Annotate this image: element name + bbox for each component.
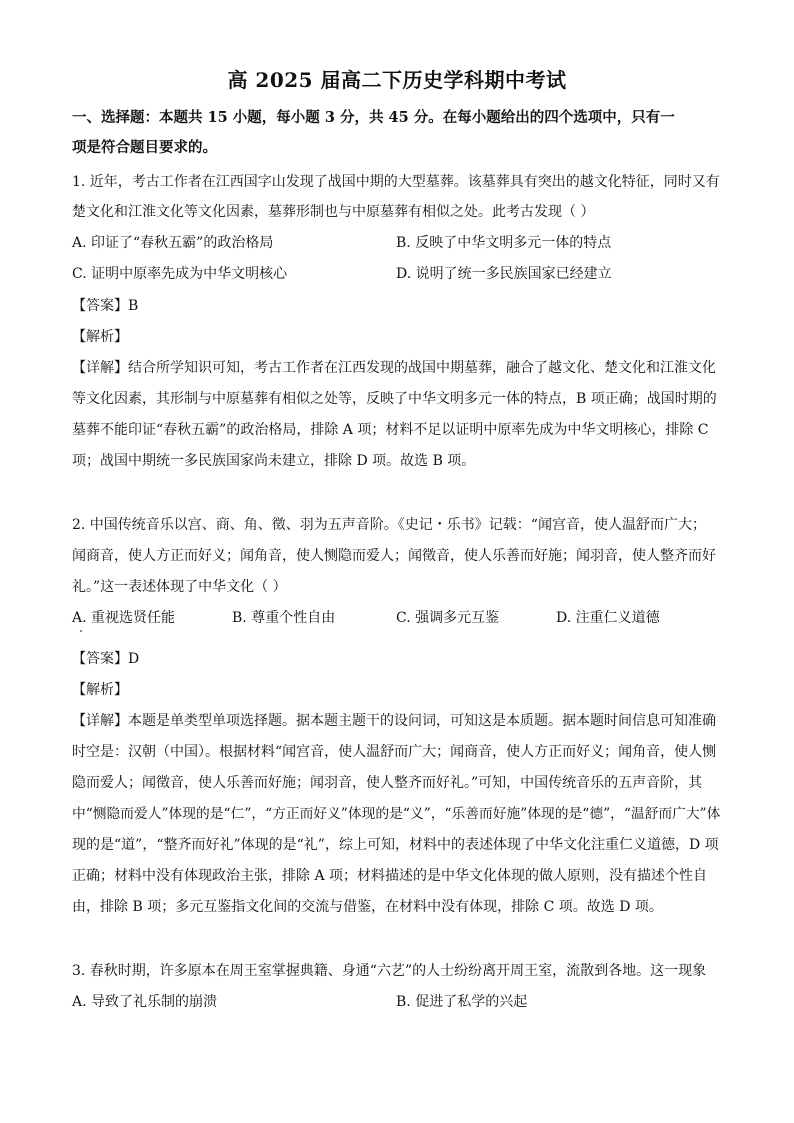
q1-option-d: D. 说明了统一多民族国家已经建立 bbox=[396, 266, 612, 282]
q3-option-a: A. 导致了礼乐制的崩溃 bbox=[72, 994, 218, 1010]
page-title: 高 2025 届高二下历史学科期中考试 bbox=[227, 68, 567, 92]
q1-option-c: C. 证明中原率先成为中华文明核心 bbox=[72, 266, 288, 282]
q1-answer: 【答案】B bbox=[72, 298, 139, 314]
q2-detail-line7: 由，排除 B 项；多元互鉴指文化间的交流与借鉴，在材料中没有体现，排除 C 项。故选 D 项。 bbox=[72, 899, 663, 915]
q2-detail-line6: 正确；材料中没有体现政治主张，排除 A 项；材料描述的是中华文化体现的做人原则，没有描述个性自 bbox=[72, 868, 708, 884]
q1-stem-line1: 1. 近年，考古工作者在江西国字山发现了战国中期的大型墓葬。该墓葬具有突出的越文化特征，同时又有 bbox=[72, 174, 720, 190]
q2-detail-line2: 时空是：汉朝（中国）。根据材料“闻宫音，使人温舒而广大；闻商音，使人方正而好义；闻角音，使人恻 bbox=[72, 744, 717, 760]
q2-option-c: C. 强调多元互鉴 bbox=[396, 610, 500, 626]
q3-stem-line1: 3. 春秋时期，许多原本在周王室掌握典籍、身通“六艺”的人士纷纷离开周王室，流散到各地。这一现象 bbox=[72, 963, 707, 979]
q2-analysis-label: 【解析】 bbox=[72, 682, 128, 698]
q3-option-b: B. 促进了私学的兴起 bbox=[396, 994, 528, 1010]
section-instruction-line2: 项是符合题目要求的。 bbox=[72, 139, 217, 156]
q2-stem-line2: 闻商音，使人方正而好义；闻角音，使人恻隐而爱人；闻徵音，使人乐善而好施；闻羽音，使人整齐而好 bbox=[72, 548, 716, 564]
q1-detail-line2: 等文化因素，其形制与中原墓葬有相似之处等，反映了中华文明多元一体的特点，B 项正确；战国时期的 bbox=[72, 391, 717, 407]
q2-stem-line3: 礼。”这一表述体现了中华文化（ ） bbox=[72, 579, 287, 595]
q2-option-b: B. 尊重个性自由 bbox=[232, 610, 336, 626]
q2-detail-line5: 现的是“道”，“整齐而好礼”体现的是“礼”，综上可知，材料中的表述体现了中华文化注重仁义道德，D 项 bbox=[72, 837, 719, 853]
q2-option-a: A. 重视选贤任能 bbox=[72, 610, 176, 626]
q2-answer: 【答案】D bbox=[72, 651, 140, 667]
q2-option-d: D. 注重仁义道德 bbox=[556, 610, 660, 626]
q1-option-b: B. 反映了中华文明多元一体的特点 bbox=[396, 235, 612, 251]
q2-stem-line1: 2. 中国传统音乐以宫、商、角、徵、羽为五声音阶。《史记・乐书》记载：“闻宫音，使人温舒而广大； bbox=[72, 517, 706, 533]
q1-detail-line4: 项；战国中期统一多民族国家尚未建立，排除 D 项。故选 B 项。 bbox=[72, 453, 476, 469]
q1-option-a: A. 印证了“春秋五霸”的政治格局 bbox=[72, 235, 274, 251]
q1-analysis-label: 【解析】 bbox=[72, 329, 128, 345]
q1-stem-line2: 楚文化和江淮文化等文化因素，墓葬形制也与中原墓葬有相似之处。此考古发现（ ） bbox=[72, 204, 595, 220]
q2-detail-line1: 【详解】本题是单类型单项选择题。据本题主题干的设问词，可知这是本质题。据本题时间信息可知准确 bbox=[72, 713, 716, 729]
q2-detail-line4: 中“恻隐而爱人”体现的是“仁”，“方正而好义”体现的是“义”，“乐善而好施”体现的是“德”，“温舒而广大”体 bbox=[72, 806, 721, 822]
q1-detail-line1: 【详解】结合所学知识可知，考古工作者在江西发现的战国中期墓葬，融合了越文化、楚文化和江淮文化 bbox=[72, 360, 716, 376]
q1-detail-line3: 墓葬不能印证“春秋五霸”的政治格局，排除 A 项；材料不足以证明中原率先成为中华文明核心，排除 C bbox=[72, 422, 709, 438]
section-instruction-line1: 一、选择题：本题共 15 小题，每小题 3 分，共 45 分。在每小题给出的四个选项中，只有一 bbox=[72, 109, 675, 126]
q2-detail-line3: 隐而爱人；闻徵音，使人乐善而好施；闻羽音，使人整齐而好礼。”可知，中国传统音乐的五声音阶，其 bbox=[72, 775, 703, 791]
stray-mark bbox=[80, 630, 82, 632]
